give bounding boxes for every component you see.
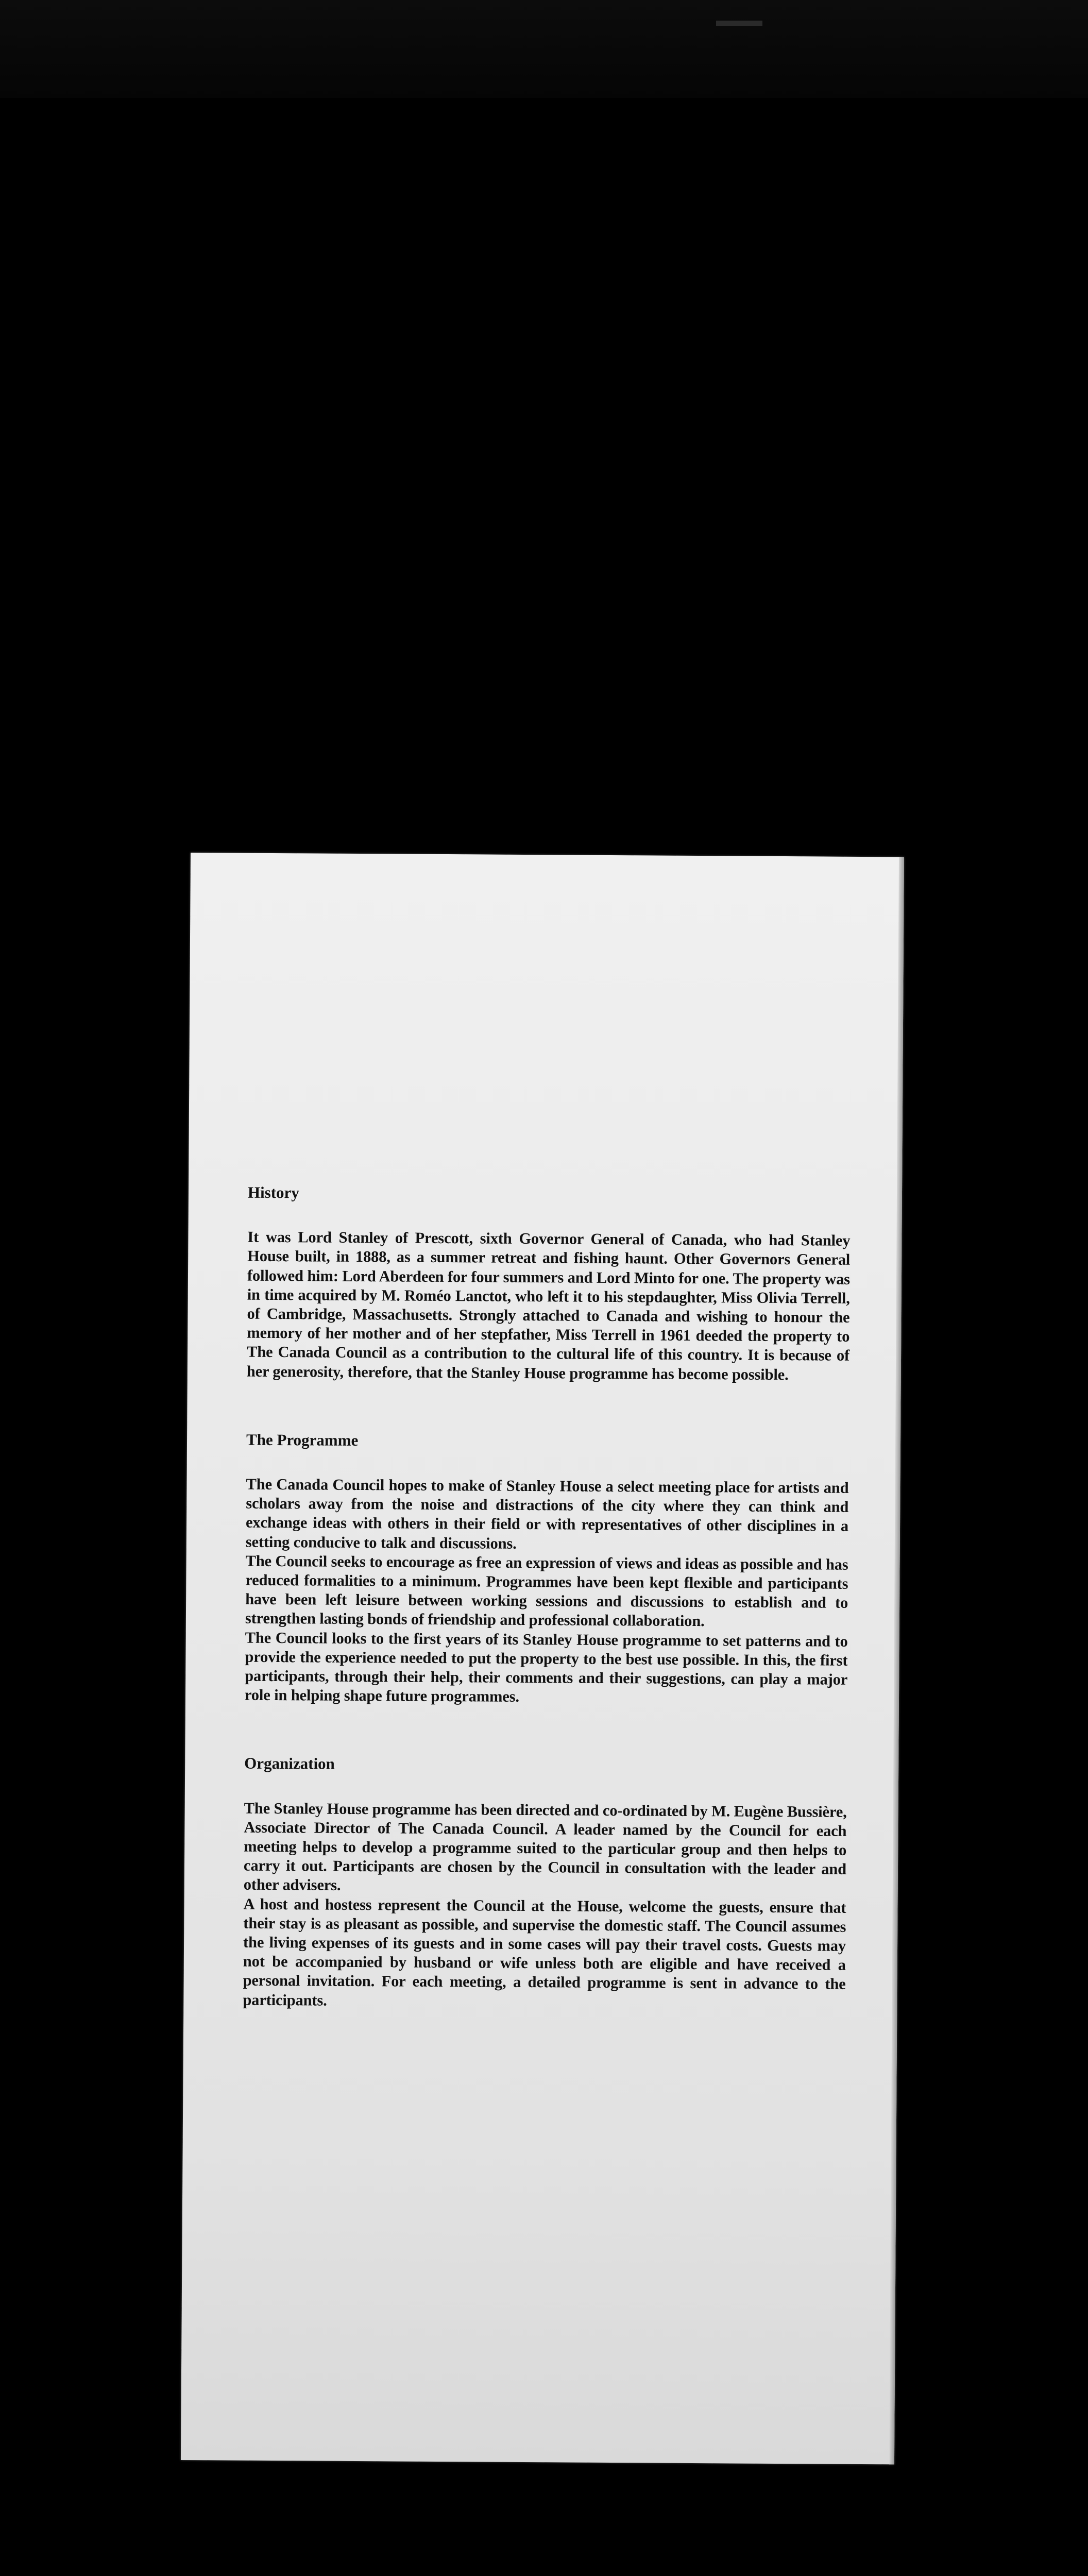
film-edge-band (0, 0, 1088, 98)
film-scratch (716, 21, 762, 26)
history-paragraph: It was Lord Stanley of Prescott, sixth Governor General of Canada, who had Stanley House built, in 1888, as a summer retreat and fishing haunt. Other Governors General followed him: Lord Aberdeen for four summers and Lord Minto for one. The property was in time acquired by M. Roméo Lanctot, who left it to his stepdaughter, Miss Olivia Terrell, of Cambridge, Massachusetts. Strongly attached to Canada and wishing to honour the memory of her mother and of her stepfather, Miss Terrell in 1961 deeded the property to The Canada Council as a contribution to the cultural life of this country. It is because of her generosity, therefore, that the Stanley House programme has become possible. (246, 1228, 851, 1383)
section-heading-programme: The Programme (246, 1430, 359, 1449)
document-page (181, 853, 904, 2464)
section-heading-history: History (247, 1183, 299, 1202)
organization-paragraph-1: The Stanley House programme has been directed and co-ordinated by M. Eugène Bussière, Associate Director of The Canada Council. A leader named by the Council for each meeting helps to develop a programme suited to the particular group and then helps to carry it out. Participants are chosen by the Council in consultation with the leader and other advisers. (243, 1799, 847, 1894)
programme-paragraph-3: The Council looks to the first years of its Stanley House programme to set patterns and to provide the experience needed to put the property to the best use possible. In this, the first participants, through their help, their comments and their suggestions, can play a major role in helping shape future programmes. (244, 1629, 848, 1706)
organization-paragraph-2: A host and hostess represent the Council at the House, welcome the guests, ensure that their stay is as pleasant as possible, and supervise the domestic staff. The Council assumes the living expenses of its guests and in some cases will pay their travel costs. Guests may not be accompanied by husband or wife unless both are eligible and have received a personal invitation. For each meeting, a detailed programme is sent in advance to the participants. (243, 1895, 846, 2009)
page-edge-shadow (889, 857, 904, 2464)
document-text (243, 1183, 851, 2062)
programme-paragraph-2: The Council seeks to encourage as free an expression of views and ideas as possible and has reduced formalities to a minimum. Programmes have been kept flexible and participants have been left leisure between working sessions and discussions to establish and to strengthen lasting bonds of friendship and professional collaboration. (245, 1552, 848, 1630)
section-heading-organization: Organization (244, 1754, 335, 1773)
section-programme (245, 1430, 849, 1708)
section-organization (243, 1754, 847, 2013)
section-history (247, 1183, 851, 1385)
programme-paragraph-1: The Canada Council hopes to make of Stanley House a select meeting place for artists and scholars away from the noise and distractions of the city where they can think and exchange ideas with others in their field or with representatives of other disciplines in a setting conducive to talk and discussions. (245, 1475, 849, 1552)
